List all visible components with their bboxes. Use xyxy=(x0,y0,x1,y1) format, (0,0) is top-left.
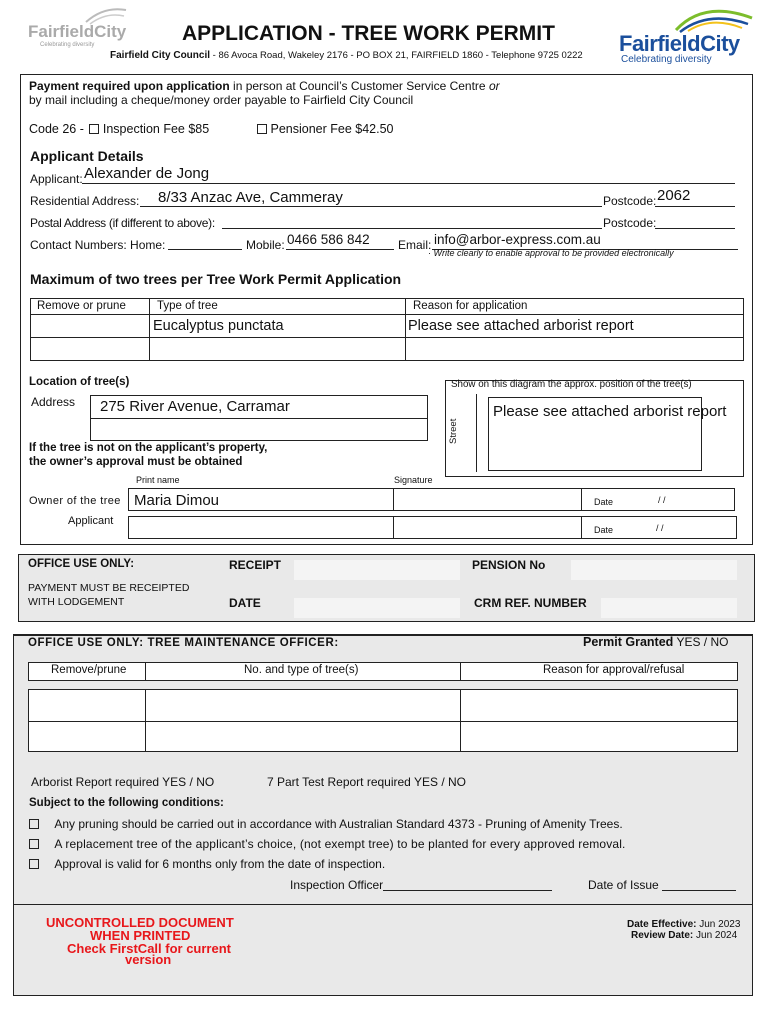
address-label: Address xyxy=(31,395,76,409)
date-effective xyxy=(627,919,740,930)
condition-2-checkbox[interactable] xyxy=(29,839,39,849)
date-label: DATE xyxy=(229,596,261,610)
email-note: · Write clearly to enable approval to be provided electronically xyxy=(428,248,674,258)
owner-name-field[interactable] xyxy=(128,488,394,511)
postcode-field[interactable]: 2062 xyxy=(657,187,691,204)
logo-left xyxy=(26,4,136,50)
inspection-fee-label: Inspection Fee $85 xyxy=(102,122,210,136)
code-label: Code 26 - xyxy=(29,122,84,136)
council-name: Fairfield City Council xyxy=(110,50,211,61)
email-label: Email: xyxy=(398,238,432,252)
officer-row2-reason[interactable] xyxy=(460,721,738,752)
home-phone-field[interactable] xyxy=(168,249,242,250)
page-title: APPLICATION - TREE WORK PERMIT xyxy=(182,22,555,45)
condition-3 xyxy=(29,857,385,871)
trees-col-type xyxy=(149,298,406,315)
receipt-label: RECEIPT xyxy=(229,558,282,572)
officer-row2-trees[interactable] xyxy=(145,721,461,752)
payment-line-2: by mail including a cheque/money order payable to Fairfield City Council xyxy=(29,93,414,107)
location-address-value: 275 River Avenue, Carramar xyxy=(100,398,290,415)
postal-label: Postal Address (if different to above): xyxy=(30,216,215,230)
uncontrolled-3: Check FirstCall for current xyxy=(67,941,231,956)
trees-col-remove-label: Remove or prune xyxy=(37,300,126,312)
officer-row1-remove[interactable] xyxy=(28,689,146,722)
condition-2-text: A replacement tree of the applicant’s choice, (not exempt tree) to be planted for every approved removal. xyxy=(54,837,626,851)
date-issue-label: Date of Issue xyxy=(588,878,659,892)
condition-1 xyxy=(29,817,623,831)
logo-right xyxy=(616,4,756,66)
trees-row1-reason[interactable] xyxy=(405,314,744,338)
owner-signature-field[interactable] xyxy=(393,488,582,511)
postcode-underline xyxy=(655,206,735,207)
officer-col-remove xyxy=(28,662,146,681)
date-effective-value: Jun 2023 xyxy=(699,919,741,930)
postal-postcode-field[interactable] xyxy=(655,228,735,229)
officer-col-reason-label: Reason for approval/refusal xyxy=(543,664,685,676)
pension-field[interactable] xyxy=(571,560,737,580)
date-issue-field[interactable] xyxy=(662,890,736,891)
mobile-underline xyxy=(286,249,394,250)
pensioner-fee-checkbox[interactable] xyxy=(257,124,267,134)
payment-line-1 xyxy=(29,79,500,93)
officer-col-reason xyxy=(460,662,738,681)
postal-postcode-label: Postcode: xyxy=(603,216,657,230)
signature-label: Signature xyxy=(394,475,433,485)
permit-granted xyxy=(583,635,728,649)
print-name-label: Print name xyxy=(136,475,180,485)
office-date-field[interactable] xyxy=(294,598,460,618)
trees-row2-type[interactable] xyxy=(149,337,406,361)
applicant-name-sign-field[interactable] xyxy=(128,516,394,539)
trees-col-reason-label: Reason for application xyxy=(413,300,528,312)
review-date-label: Review Date: xyxy=(631,930,694,941)
postcode-label: Postcode: xyxy=(603,194,657,208)
officer-row1-reason[interactable] xyxy=(460,689,738,722)
officer-col-trees-label: No. and type of tree(s) xyxy=(244,664,359,676)
uncontrolled-2: WHEN PRINTED xyxy=(90,928,191,943)
owner-note-2: the owner’s approval must be obtained xyxy=(29,456,243,468)
part7-required[interactable]: 7 Part Test Report required YES / NO xyxy=(267,775,466,789)
location-title: Location of tree(s) xyxy=(29,376,130,388)
applicant-signature-field[interactable] xyxy=(393,516,582,539)
office-use-title: OFFICE USE ONLY: xyxy=(28,558,135,570)
trees-col-type-label: Type of tree xyxy=(157,300,218,312)
owner-date-label: Date xyxy=(594,497,614,507)
applicant-details-title: Applicant Details xyxy=(30,148,144,164)
condition-1-checkbox[interactable] xyxy=(29,819,39,829)
residential-label: Residential Address: xyxy=(30,194,140,208)
logo-right-sub: Celebrating diversity xyxy=(621,54,712,65)
postal-address-field[interactable] xyxy=(222,228,602,229)
pensioner-fee xyxy=(257,122,394,136)
trees-row2-reason[interactable] xyxy=(405,337,744,361)
trees-row2-remove[interactable] xyxy=(30,337,150,361)
trees-col-remove xyxy=(30,298,150,315)
trees-section-title: Maximum of two trees per Tree Work Permit Application xyxy=(30,271,402,287)
trees-row1-type-value: Eucalyptus punctata xyxy=(153,318,284,334)
payment-required-text: Payment required upon application xyxy=(29,79,230,93)
arborist-required[interactable]: Arborist Report required YES / NO xyxy=(31,775,215,789)
permit-yes-no[interactable]: YES / NO xyxy=(676,635,729,649)
review-date-value: Jun 2024 xyxy=(696,930,738,941)
owner-name-value: Maria Dimou xyxy=(134,492,220,509)
location-address-field-1[interactable] xyxy=(90,395,428,419)
review-date xyxy=(631,930,737,941)
permit-granted-label: Permit Granted xyxy=(583,635,674,649)
residential-underline xyxy=(140,206,602,207)
owner-date-field[interactable] xyxy=(581,488,735,511)
logo-right-swoosh-icon xyxy=(616,4,756,34)
applicant-sign-label: Applicant xyxy=(68,515,114,527)
condition-3-checkbox[interactable] xyxy=(29,859,39,869)
officer-row1-trees[interactable] xyxy=(145,689,461,722)
payment-rest-text: in person at Council’s Customer Service Centre xyxy=(229,79,489,93)
council-address: - 86 Avoca Road, Wakeley 2176 - PO BOX 21, FAIRFIELD 1860 - Telephone 9725 0222 xyxy=(210,50,583,61)
logo-left-sub: Celebrating diversity xyxy=(40,42,95,48)
email-field[interactable]: info@arbor-express.com.au xyxy=(434,232,601,247)
applicant-date-sep: / / xyxy=(656,523,664,533)
owner-date-sep: / / xyxy=(658,495,666,505)
street-label: Street xyxy=(448,418,459,444)
inspection-officer-label: Inspection Officer xyxy=(290,878,384,892)
payment-note-2: WITH LODGEMENT xyxy=(28,596,125,608)
condition-2 xyxy=(29,837,626,851)
trees-col-reason xyxy=(405,298,744,315)
condition-3-text: Approval is valid for 6 months only from the date of inspection. xyxy=(54,857,386,871)
pension-label: PENSION No xyxy=(472,558,546,572)
officer-col-remove-label: Remove/prune xyxy=(51,664,127,676)
trees-row1-remove[interactable] xyxy=(30,314,150,338)
officer-col-trees xyxy=(145,662,461,681)
mobile-label: Mobile: xyxy=(246,238,285,252)
crm-field[interactable] xyxy=(601,598,737,618)
logo-left-text: FairfieldCity xyxy=(28,22,127,41)
applicant-date-field[interactable] xyxy=(581,516,737,539)
officer-title: OFFICE USE ONLY: TREE MAINTENANCE OFFICER: xyxy=(28,637,339,649)
council-line xyxy=(110,50,583,61)
receipt-field[interactable] xyxy=(294,560,460,580)
owner-label: Owner of the tree xyxy=(29,495,121,507)
logo-right-text: FairfieldCity xyxy=(619,31,740,56)
street-line xyxy=(476,394,477,472)
crm-label: CRM REF. NUMBER xyxy=(474,596,587,610)
mobile-field[interactable]: 0466 586 842 xyxy=(287,232,370,247)
fee-line xyxy=(29,122,209,136)
conditions-title: Subject to the following conditions: xyxy=(29,797,224,809)
payment-note-1: PAYMENT MUST BE RECEIPTED xyxy=(28,582,190,594)
owner-note-1: If the tree is not on the applicant’s property, xyxy=(29,442,268,454)
applicant-label: Applicant: xyxy=(30,172,83,186)
uncontrolled-1: UNCONTROLLED DOCUMENT xyxy=(46,915,234,930)
diagram-value: Please see attached arborist report xyxy=(493,403,727,420)
uncontrolled-4: version xyxy=(125,952,172,967)
contact-home-label: Contact Numbers: Home: xyxy=(30,238,166,252)
trees-row1-type[interactable] xyxy=(149,314,406,338)
diagram-label: Show on this diagram the approx. position of the tree(s) xyxy=(451,379,692,390)
condition-1-text: Any pruning should be carried out in accordance with Australian Standard 4373 - Pruning of Amenity Trees. xyxy=(54,817,623,831)
pensioner-fee-label: Pensioner Fee $42.50 xyxy=(270,122,394,136)
residential-address-field[interactable]: 8/33 Anzac Ave, Cammeray xyxy=(158,189,343,206)
footer-rule xyxy=(13,904,753,905)
applicant-name-field[interactable]: Alexander de Jong xyxy=(84,165,210,182)
applicant-underline xyxy=(82,183,735,184)
diagram-drawing-area[interactable] xyxy=(488,397,727,471)
applicant-date-label: Date xyxy=(594,525,614,535)
inspection-officer-field[interactable] xyxy=(383,890,552,891)
trees-row1-reason-value: Please see attached arborist report xyxy=(408,318,634,334)
inspection-fee-checkbox[interactable] xyxy=(89,124,99,134)
location-address-field-2[interactable] xyxy=(90,418,428,441)
payment-or-text: or xyxy=(488,79,500,93)
officer-row2-remove[interactable] xyxy=(28,721,146,752)
date-effective-label: Date Effective: xyxy=(627,919,697,930)
